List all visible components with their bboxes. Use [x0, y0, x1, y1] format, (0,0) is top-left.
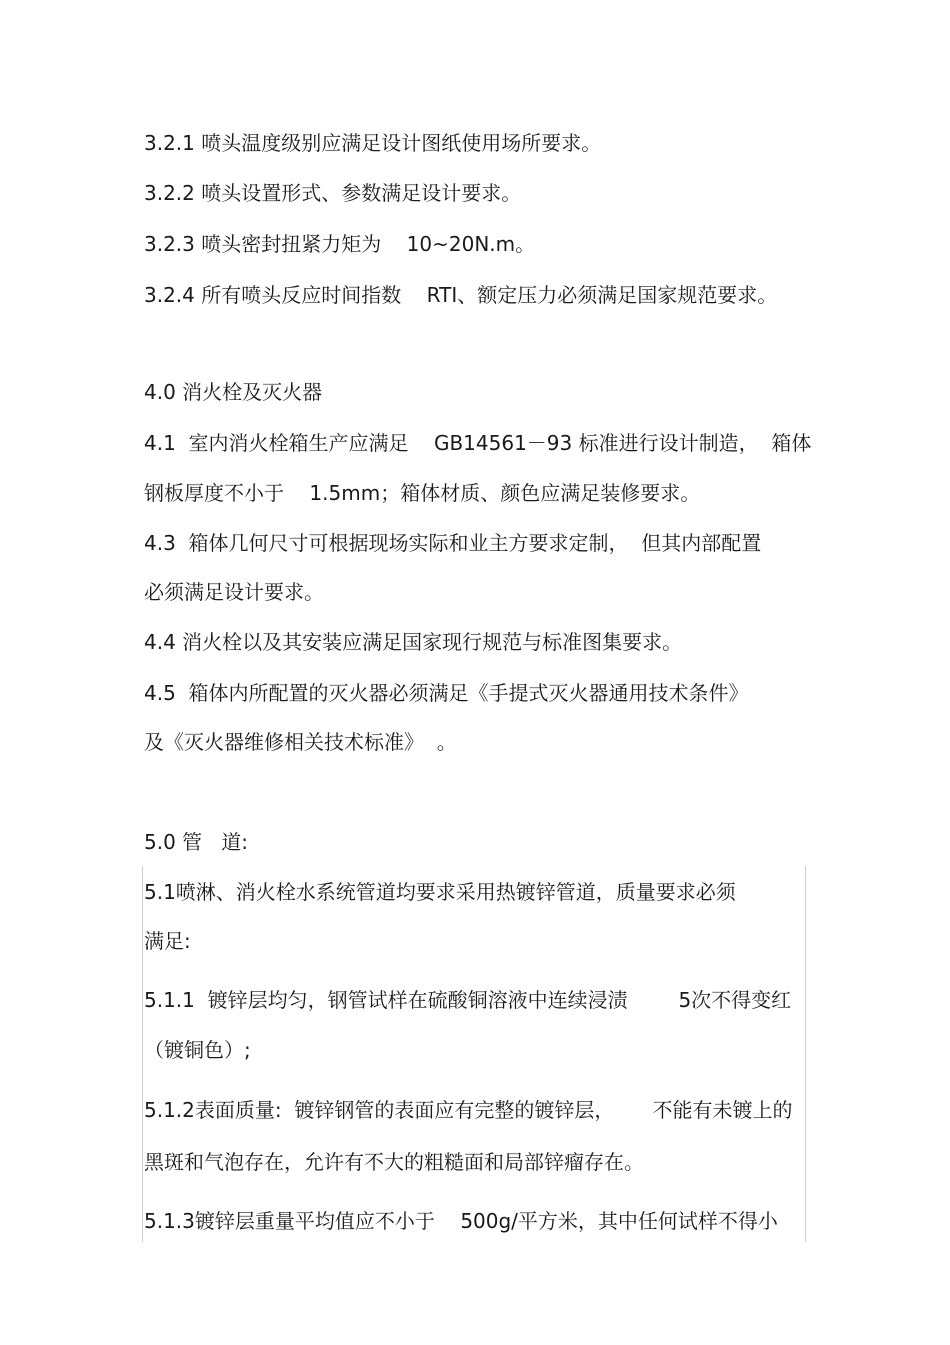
section-heading: 4.0 消火栓及灭火器 [144, 380, 323, 404]
text-line: 满足: [144, 929, 191, 953]
text-line: 5.1.3镀锌层重量平均值应不小于 500g/平方米，其中任何试样不得小 [144, 1209, 778, 1233]
text-line: 5.1喷淋、消火栓水系统管道均要求采用热镀锌管道，质量要求必须 [144, 880, 736, 904]
text-line: 4.3 箱体几何尺寸可根据现场实际和业主方要求定制， 但其内部配置 [144, 531, 762, 555]
text-line: 及《灭火器维修相关技术标准》 。 [144, 730, 457, 754]
text-line: 3.2.4 所有喷头反应时间指数 RTI、额定压力必须满足国家规范要求。 [144, 283, 778, 307]
text-line: 黑斑和气泡存在，允许有不大的粗糙面和局部锌瘤存在。 [144, 1150, 644, 1174]
text-line: 4.5 箱体内所配置的灭火器必须满足《手提式灭火器通用技术条件》 [144, 681, 749, 705]
text-line: （镀铜色）; [144, 1038, 251, 1062]
text-line: 必须满足设计要求。 [144, 580, 324, 604]
section-heading: 5.0 管 道: [144, 830, 248, 854]
text-line: 5.1.1 镀锌层均匀，钢管试样在硫酸铜溶液中连续浸渍 5次不得变红 [144, 988, 792, 1012]
text-line: 3.2.2 喷头设置形式、参数满足设计要求。 [144, 181, 522, 205]
text-line: 4.1 室内消火栓箱生产应满足 GB14561－93 标准进行设计制造， 箱体 [144, 431, 812, 455]
text-line: 3.2.3 喷头密封扭紧力矩为 10~20N.m。 [144, 232, 536, 256]
text-line: 3.2.1 喷头温度级别应满足设计图纸使用场所要求。 [144, 131, 602, 155]
text-line: 5.1.2表面质量: 镀锌钢管的表面应有完整的镀锌层， 不能有未镀上的 [144, 1098, 793, 1122]
text-line: 钢板厚度不小于 1.5mm；箱体材质、颜色应满足装修要求。 [144, 481, 701, 505]
text-line: 4.4 消火栓以及其安装应满足国家现行规范与标准图集要求。 [144, 630, 683, 654]
